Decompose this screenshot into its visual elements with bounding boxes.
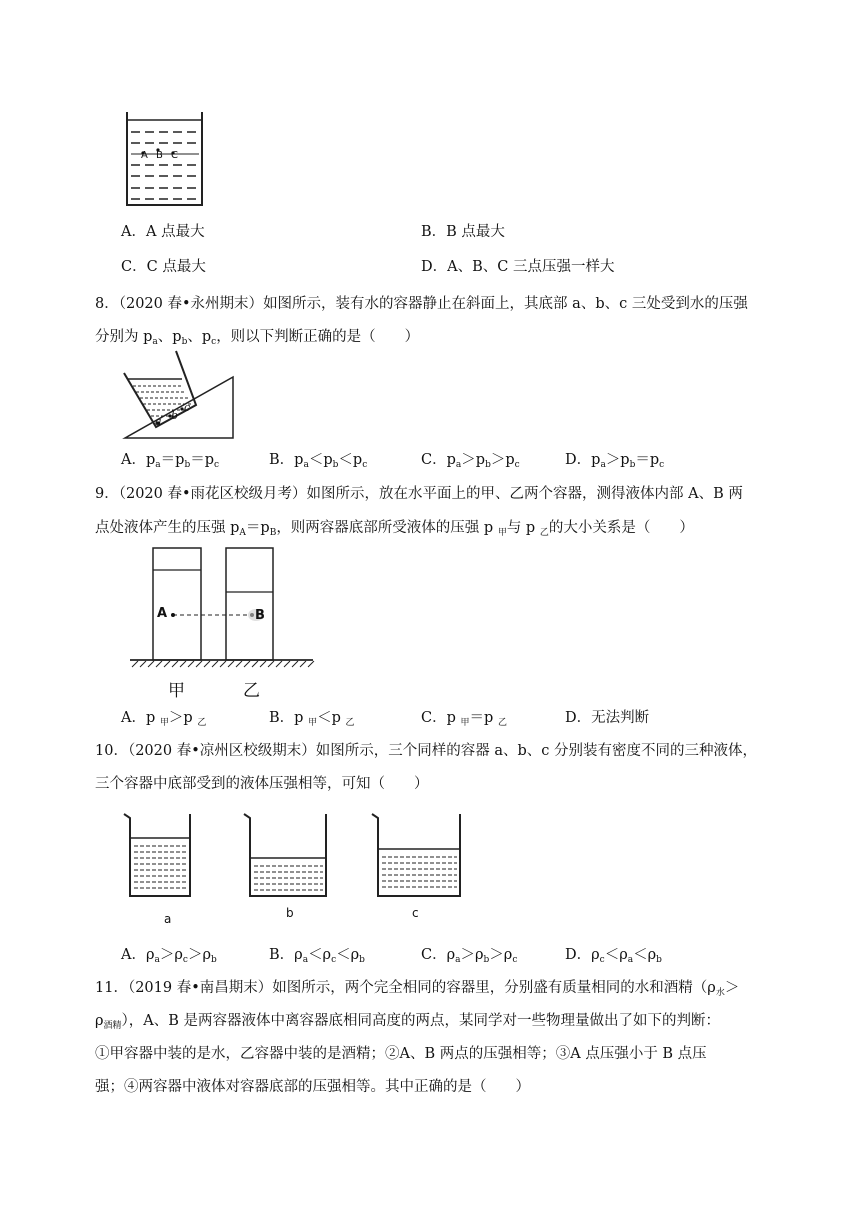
q9-source: （2020 春•雨花区校级月考） [118,486,307,502]
q8-option-c[interactable]: C．$p_a>p_b>p_c$ [421,452,520,470]
q8-text2-pre: 分别为 p [95,329,153,345]
q8-label-c: c [184,401,191,414]
q8-number: 8． [95,296,119,312]
q9-number: 9． [95,486,119,502]
q9-label-a: A [157,606,168,621]
q9-container-yi: 乙 [243,681,260,701]
option-text: A 点最大 [145,224,205,240]
q7-beaker-figure [125,110,205,210]
option-letter: D． [565,452,592,468]
q11-stem-line2: $\rho_{酒精}$），A、B 是两容器液体中离容器底相同高度的两点，某同学对一些物理量做出了如下的判断： [95,1013,721,1031]
q9-label-b: B [255,608,265,623]
q7-option-b[interactable] [421,222,505,242]
option-text: C 点最大 [146,259,206,275]
q9-text: 如图所示，放在水平面上的甲、乙两个容器，测得液体内部 A、B 两 [306,486,743,502]
q10-option-a[interactable]: A．$\rho_a>\rho_c>\rho_b$ [121,947,217,965]
q7-option-d[interactable] [421,257,614,277]
q10-stem-line1 [95,741,757,761]
q8-stem-line1 [95,294,748,314]
q8-label-b: b [171,409,179,422]
q7-option-a[interactable] [121,222,205,242]
q9-option-a[interactable]: A．p $_甲$＞p $_乙$ [121,710,207,728]
option-letter: D． [565,710,592,726]
q8-option-d[interactable]: D．$p_a>p_b=p_c$ [565,452,665,470]
q11-stem-line1: 11．（2019 春•南昌期末）如图所示，两个完全相同的容器里，分别盛有质量相同的水和酒精（$\rho_水>$ [95,980,740,998]
q10-label-a: a [164,912,172,926]
option-letter: A． [121,224,146,240]
option-letter: C． [421,710,447,726]
q7-label-c: C [171,150,178,161]
option-letter: C． [121,259,147,275]
option-letter: C． [421,947,447,963]
q7-label-b: B [156,150,163,161]
q8-source: （2020 春•永州期末） [118,296,264,312]
q9-stem-line2: 点处液体产生的压强 $p_A=p_B$，则两容器底部所受液体的压强 p $_甲$与 p $_乙$的大小关系是（ ） [95,520,694,538]
option-letter: A． [121,947,146,963]
option-text: 无法判断 [591,710,650,726]
option-letter: A． [121,452,146,468]
q7-label-a: A [141,150,148,161]
q9-stem-line1 [95,484,743,504]
q8-stem-line2: 分别为 $p_a$、$p_b$、$p_c$，则以下判断正确的是（ ） [95,329,420,347]
option-letter: D． [421,259,448,275]
q11-number: 11． [95,980,128,996]
option-letter: B． [269,710,295,726]
q10-option-d[interactable]: D．$\rho_c<\rho_a<\rho_b$ [565,947,662,965]
q9-option-d[interactable] [565,708,649,728]
q9-container-jia: 甲 [168,681,185,701]
q7-option-c[interactable] [121,257,206,277]
q10-option-c[interactable]: C．$\rho_a>\rho_b>\rho_c$ [421,947,518,965]
option-letter: D． [565,947,592,963]
q10-text: 如图所示，三个同样的容器 a、b、c 分别装有密度不同的三种液体， [315,743,758,759]
option-letter: B． [269,947,295,963]
q11-text4: 强；④两容器中液体对容器底部的压强相等。其中正确的是（ ） [95,1079,530,1095]
option-letter: A． [121,710,146,726]
q11-stem-line4 [95,1077,530,1097]
q10-label-b: b [286,906,294,920]
q11-stem-line3 [95,1044,707,1064]
option-letter: C． [421,452,447,468]
option-letter: B． [269,452,295,468]
option-text: B 点最大 [446,224,505,240]
option-letter: B． [421,224,447,240]
q10-source: （2020 春•凉州区校级期末） [127,743,316,759]
q10-number: 10． [95,743,128,759]
q8-option-b[interactable]: B．$p_a<p_b<p_c$ [269,452,368,470]
q11-text3: ①甲容器中装的是水，乙容器中装的是酒精；②A、B 两点的压强相等；③A 点压强小于 B 点压 [95,1046,707,1062]
q8-option-a[interactable]: A．$p_a=p_b=p_c$ [121,452,220,470]
q10-text2: 三个容器中底部受到的液体压强相等，可知（ ） [95,776,429,792]
q10-label-c: c [412,906,419,920]
q9-option-c[interactable]: C．p $_甲$＝p $_乙$ [421,710,507,728]
q10-stem-line2 [95,774,429,794]
option-text: A、B、C 三点压强一样大 [447,259,615,275]
q9-option-b[interactable]: B．p $_甲$＜p $_乙$ [269,710,355,728]
q8-text2-post: ，则以下判断正确的是（ ） [216,329,420,345]
q8-label-a: a [155,415,162,428]
q10-beakers-figure [120,810,480,910]
q11-source: （2019 春•南昌期末） [127,980,273,996]
q8-text: 如图所示，装有水的容器静止在斜面上，其底部 a、b、c 三处受到水的压强 [263,296,748,312]
q10-option-b[interactable]: B．$\rho_a<\rho_c<\rho_b$ [269,947,365,965]
q8-incline-figure [120,355,240,435]
